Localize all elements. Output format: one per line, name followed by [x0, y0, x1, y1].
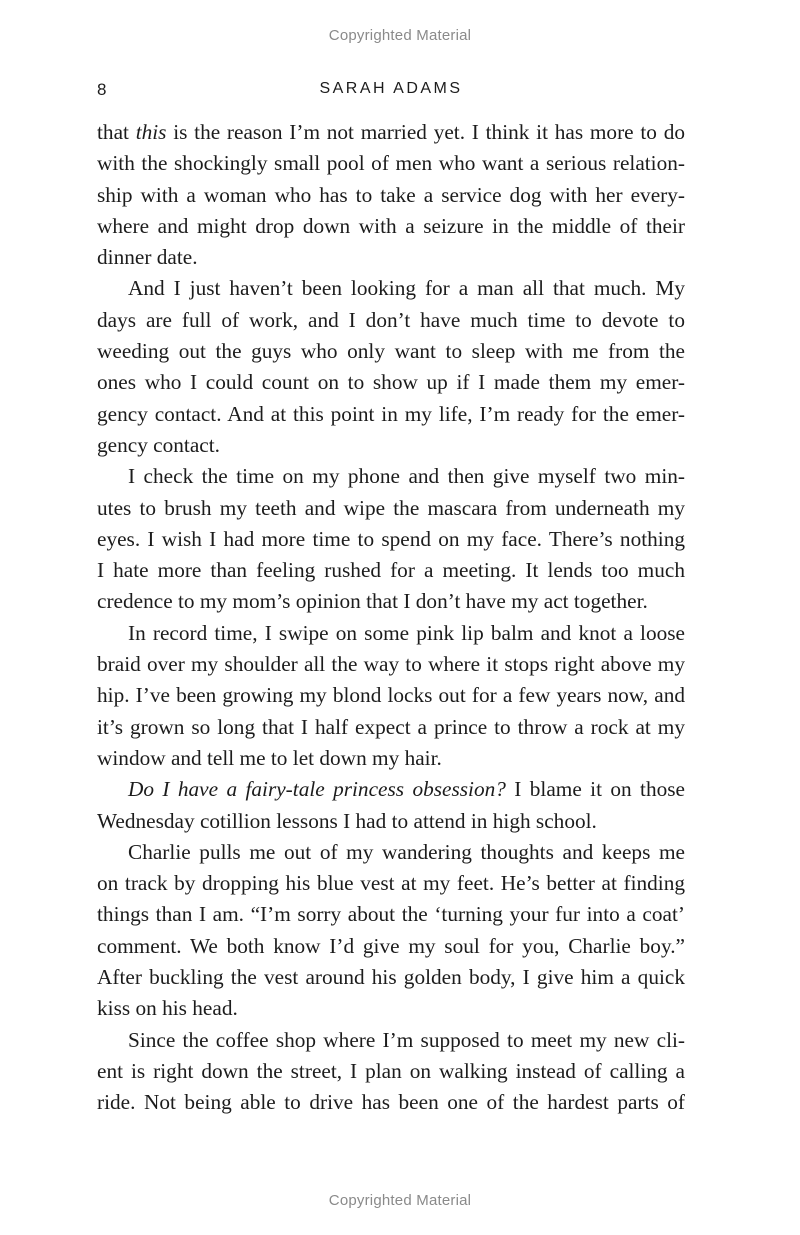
text-line: where and might drop down with a seizure in the middle of their	[97, 213, 685, 238]
text-line: days are full of work, and I don’t have much time to devote to	[97, 307, 685, 332]
paragraph	[97, 837, 685, 1025]
text-line: weeding out the guys who only want to sleep with me from the	[97, 339, 685, 364]
text-line: on track by dropping his blue vest at my feet. He’s better at finding	[97, 871, 685, 896]
text-line: I hate more than feeling rushed for a meeting. It lends too much	[97, 558, 685, 583]
text-line: I check the time on my phone and then give myself two min-	[128, 464, 685, 489]
italic-text-run: this	[135, 120, 167, 144]
copyright-watermark-top: Copyrighted Material	[328, 27, 472, 44]
text-line: In record time, I swipe on some pink lip balm and knot a loose	[128, 620, 685, 645]
text-line: comment. We both know I’d give my soul for you, Charlie boy.”	[97, 933, 685, 958]
text-line: things than I am. “I’m sorry about the ‘turning your fur into a coat’	[97, 902, 685, 927]
text-line: hip. I’ve been growing my blond locks out for a few years now, and	[97, 683, 685, 708]
page-number: 8	[97, 80, 107, 99]
text-line: After buckling the vest around his golden body, I give him a quick	[97, 965, 685, 990]
text-line: window and tell me to let down my hair.	[97, 745, 442, 770]
text-line: with the shockingly small pool of men who want a serious relation-	[97, 151, 685, 176]
text-line: credence to my mom’s opinion that I don’t have my act together.	[97, 589, 648, 614]
text-line: dinner date.	[97, 245, 198, 270]
text-run: that	[97, 120, 136, 144]
paragraph	[97, 273, 685, 461]
text-line: kiss on his head.	[97, 996, 238, 1021]
paragraph	[97, 117, 685, 273]
italic-text-run: Do I have a fairy-tale princess obsession?	[128, 777, 506, 802]
text-line: Since the coffee shop where I’m supposed to meet my new cli-	[128, 1027, 685, 1052]
paragraph	[97, 774, 685, 837]
text-line: gency contact. And at this point in my life, I’m ready for the emer-	[97, 401, 685, 426]
text-line: ride. Not being able to drive has been one of the hardest parts of	[97, 1090, 685, 1115]
body-text	[97, 117, 685, 1119]
text-line: ship with a woman who has to take a service dog with her every-	[97, 182, 685, 207]
text-line: eyes. I wish I had more time to spend on my face. There’s nothing	[97, 526, 685, 551]
text-line	[97, 774, 685, 805]
copyright-watermark-bottom: Copyrighted Material	[328, 1192, 472, 1209]
text-line: ent is right down the street, I plan on walking instead of calling a	[97, 1058, 685, 1083]
text-line: ones who I could count on to show up if I made them my emer-	[97, 370, 685, 395]
author-name: SARAH ADAMS	[319, 80, 463, 97]
text-run: is the reason I’m not married yet. I think it has more to do	[166, 120, 685, 144]
running-head	[97, 80, 685, 102]
paragraph	[97, 618, 685, 774]
text-line: utes to brush my teeth and wipe the mascara from underneath my	[97, 495, 685, 520]
text-line	[97, 117, 685, 148]
text-run: I blame it on those	[505, 777, 685, 802]
text-line: braid over my shoulder all the way to where it stops right above my	[97, 652, 685, 677]
paragraph	[97, 1025, 685, 1119]
text-line: And I just haven’t been looking for a man all that much. My	[128, 276, 685, 301]
text-line: gency contact.	[97, 432, 220, 457]
text-line: it’s grown so long that I half expect a prince to throw a rock at my	[97, 714, 685, 739]
text-line: Wednesday cotillion lessons I had to attend in high school.	[97, 808, 597, 833]
text-line: Charlie pulls me out of my wandering thoughts and keeps me	[128, 839, 685, 864]
paragraph	[97, 461, 685, 617]
